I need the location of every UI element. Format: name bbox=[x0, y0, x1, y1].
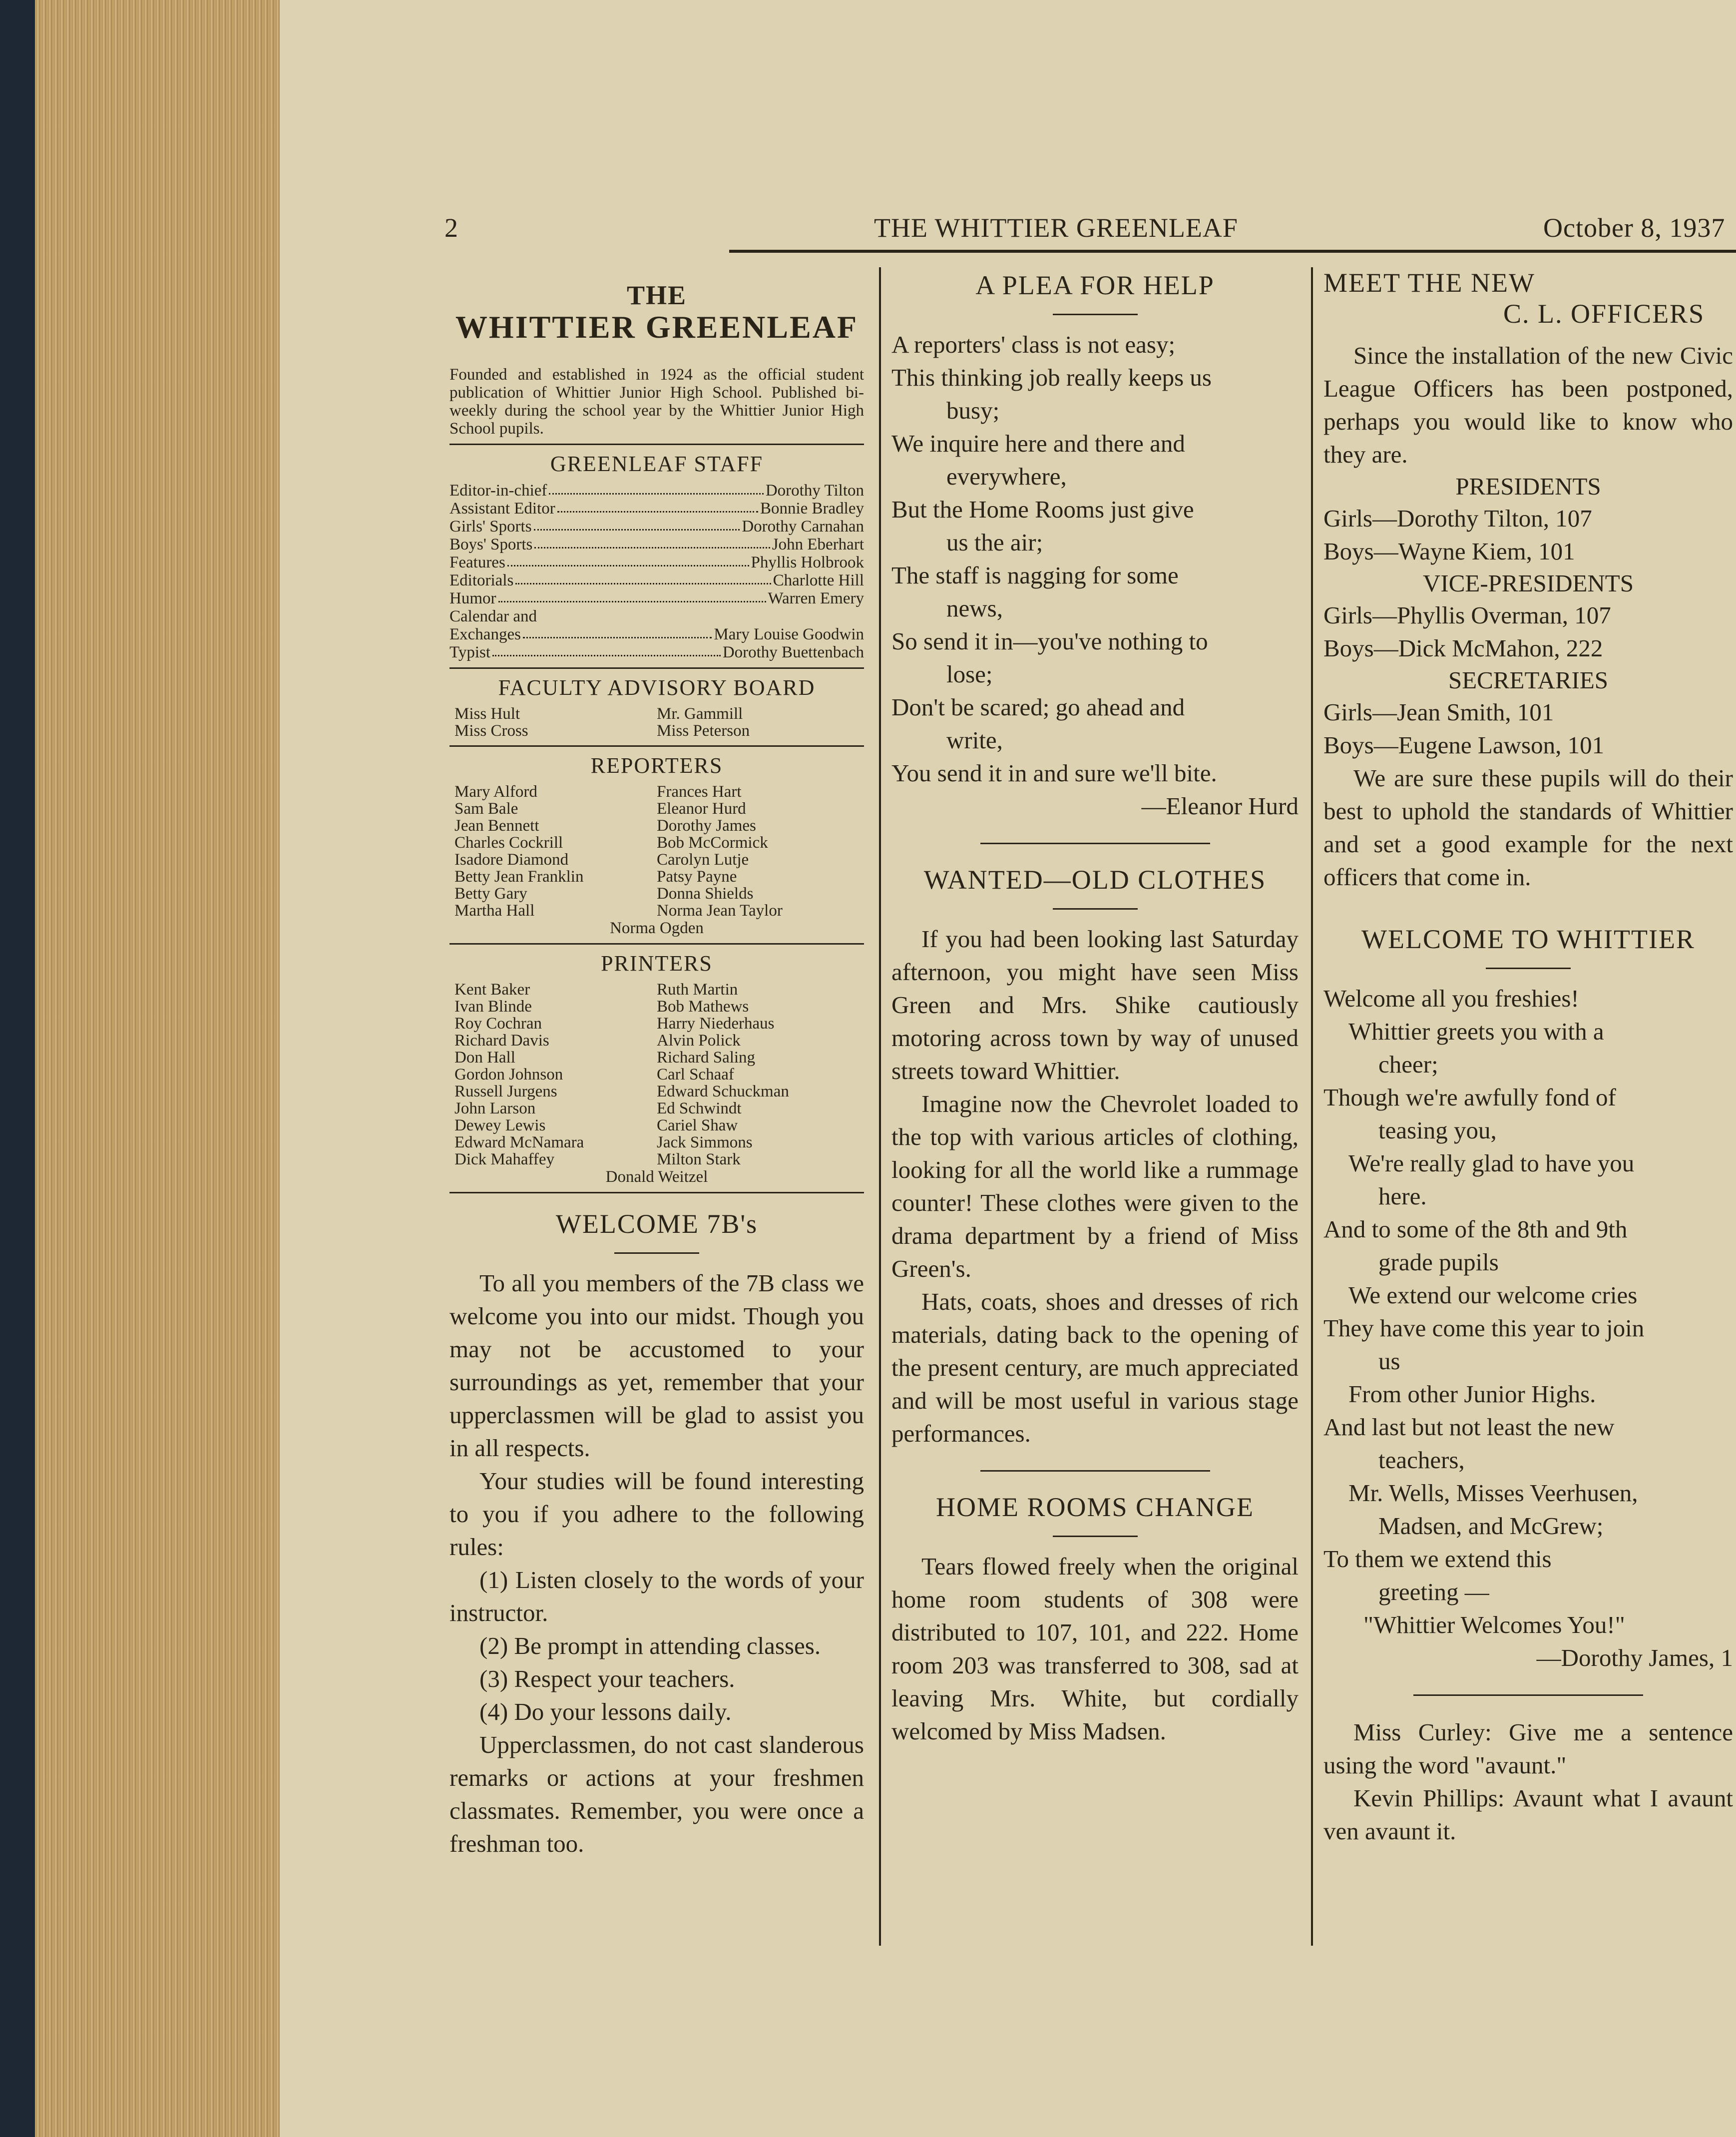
leader-dots bbox=[534, 535, 770, 548]
name-left: Dewey Lewis bbox=[454, 1116, 546, 1134]
welcome-whittier-poem bbox=[1323, 982, 1733, 1674]
name-right: Dorothy James bbox=[657, 817, 756, 835]
name-left: Martha Hall bbox=[454, 902, 535, 920]
staff-role: Calendar and bbox=[449, 607, 537, 625]
poem-line: We extend our welcome cries bbox=[1348, 1281, 1638, 1309]
poem-line: This thinking job really keeps us bbox=[891, 364, 1212, 391]
leader-dots bbox=[549, 482, 763, 495]
staff-row bbox=[449, 518, 864, 535]
leader-dots bbox=[507, 553, 749, 566]
name-right: Richard Saling bbox=[657, 1049, 756, 1067]
poem-line: We inquire here and there and bbox=[891, 430, 1185, 457]
staff-role: Editorials bbox=[449, 571, 514, 589]
homerooms-body bbox=[891, 1550, 1299, 1748]
staff-row bbox=[449, 482, 864, 500]
name-left: Betty Gary bbox=[454, 885, 527, 903]
officer-line: Girls—Dorothy Tilton, 107 bbox=[1323, 505, 1592, 532]
joke-answer: Kevin Phillips: Avaunt what I avaunt ven avaunt it. bbox=[1323, 1784, 1733, 1845]
poem-author: —Dorothy James, 1 bbox=[1536, 1644, 1733, 1671]
name-left: Roy Cochran bbox=[454, 1015, 542, 1033]
divider bbox=[449, 745, 864, 747]
staff-row bbox=[449, 571, 864, 589]
poem-line: Don't be scared; go ahead and bbox=[891, 693, 1185, 721]
name-left: Miss Hult bbox=[454, 705, 520, 723]
vice-presidents-heading: VICE-PRESIDENTS bbox=[1423, 569, 1634, 597]
name-left: Russell Jurgens bbox=[454, 1082, 557, 1100]
presidents-heading: PRESIDENTS bbox=[1455, 473, 1601, 500]
poem-line: Welcome all you freshies! bbox=[1323, 985, 1579, 1012]
staff-role: Features bbox=[449, 553, 505, 571]
staff-role: Exchanges bbox=[449, 625, 521, 643]
name-left: Richard Davis bbox=[454, 1032, 549, 1050]
poem-line: busy; bbox=[946, 397, 1000, 424]
founded-note: Founded and established in 1924 as the official student publication of Whittier Junior High School. Published bi-weekly during the school year by the Whittier Junior High School pupils. bbox=[449, 366, 864, 438]
rule-item: (4) Do your lessons daily. bbox=[479, 1698, 732, 1725]
paragraph: Imagine now the Chevrolet loaded to the top with various articles of clothing, looking for all the world like a rummage counter! These clothes were given to the drama department by a friend of Miss Green's. bbox=[891, 1090, 1299, 1282]
paper-name-header: THE WHITTIER GREENLEAF bbox=[874, 213, 1238, 243]
officers-closing bbox=[1323, 762, 1733, 894]
leader-dots bbox=[515, 571, 771, 584]
staff-name: Dorothy Buettenbach bbox=[722, 643, 864, 661]
printers-last: Donald Weitzel bbox=[605, 1168, 708, 1186]
paragraph: If you had been looking last Saturday afternoon, you might have seen Miss Green and Mrs. Shike cautiously motoring across town by way of unused streets toward Whittier. bbox=[891, 925, 1299, 1084]
divider bbox=[449, 667, 864, 669]
leader-dots bbox=[523, 625, 712, 638]
staff-name: Dorothy Tilton bbox=[765, 482, 864, 500]
short-rule bbox=[1053, 1536, 1138, 1537]
poem-line: From other Junior Highs. bbox=[1348, 1380, 1596, 1408]
issue-date: October 8, 1937 bbox=[1543, 213, 1726, 243]
paragraph: Hats, coats, shoes and dresses of rich materials, dating back to the opening of the present century, are much appreciated and will be most useful in various stage performances. bbox=[891, 1288, 1299, 1447]
name-right: Ed Schwindt bbox=[657, 1099, 742, 1117]
faculty-title: FACULTY ADVISORY BOARD bbox=[498, 675, 816, 700]
column-divider bbox=[1311, 267, 1313, 1946]
welcome7b-title: WELCOME 7B's bbox=[555, 1209, 758, 1239]
poem-line: A reporters' class is not easy; bbox=[891, 331, 1176, 358]
name-right: Edward Schuckman bbox=[657, 1082, 789, 1100]
masthead-name: WHITTIER GREENLEAF bbox=[455, 309, 859, 345]
page-edges bbox=[35, 0, 285, 2137]
officer-line: Boys—Wayne Kiem, 101 bbox=[1323, 537, 1575, 565]
name-right: Norma Jean Taylor bbox=[657, 902, 783, 920]
staff-title: GREENLEAF STAFF bbox=[550, 452, 764, 476]
rule-item: (3) Respect your teachers. bbox=[479, 1665, 735, 1692]
name-right: Eleanor Hurd bbox=[657, 800, 746, 818]
paragraph: Since the installation of the new Civic League Officers has been postponed, perhaps you would like to know who they are. bbox=[1323, 342, 1733, 468]
name-left: Edward McNamara bbox=[454, 1133, 584, 1151]
column-1 bbox=[449, 280, 864, 1860]
poem-line: us bbox=[1378, 1347, 1400, 1375]
section-rule bbox=[980, 1470, 1210, 1472]
staff-name: John Eberhart bbox=[772, 535, 864, 553]
clothes-title: WANTED—OLD CLOTHES bbox=[923, 865, 1267, 895]
name-left: Gordon Johnson bbox=[454, 1066, 563, 1083]
staff-role: Assistant Editor bbox=[449, 500, 555, 518]
column-2 bbox=[891, 270, 1299, 1748]
name-left: Miss Cross bbox=[454, 722, 528, 740]
poem-line: grade pupils bbox=[1378, 1248, 1499, 1276]
name-right: Donna Shields bbox=[657, 885, 754, 903]
name-right: Alvin Polick bbox=[657, 1032, 741, 1050]
poem-line: news, bbox=[946, 594, 1003, 622]
poem-line: greeting — bbox=[1378, 1578, 1489, 1605]
name-right: Harry Niederhaus bbox=[657, 1015, 775, 1033]
name-left: Betty Jean Franklin bbox=[454, 868, 584, 886]
staff-row bbox=[449, 553, 864, 571]
masthead-the: THE bbox=[626, 280, 687, 310]
name-left: Dick Mahaffey bbox=[454, 1150, 555, 1168]
rule-item: (1) Listen closely to the words of your instructor. bbox=[449, 1566, 864, 1626]
poem-line: teachers, bbox=[1378, 1446, 1465, 1474]
paragraph: To all you members of the 7B class we welcome you into our midst. Though you may not be accustomed to your surroundings as yet, remember that your upperclassmen will be glad to assist you in all respects. bbox=[449, 1269, 864, 1462]
paragraph: Tears flowed freely when the original home room students of 308 were distributed to 107, 101, and 222. Home room 203 was transferred to 308, sad at leaving Mrs. White, but cordially welcomed by Miss Madsen. bbox=[891, 1553, 1299, 1745]
officers-title-line1: MEET THE NEW bbox=[1323, 268, 1535, 298]
staff-name: Phyllis Holbrook bbox=[751, 553, 864, 571]
short-rule bbox=[614, 1252, 699, 1254]
staff-name: Warren Emery bbox=[768, 589, 864, 607]
homerooms-title: HOME ROOMS CHANGE bbox=[935, 1492, 1255, 1522]
name-left: Charles Cockrill bbox=[454, 834, 563, 852]
column-divider bbox=[879, 267, 881, 1946]
name-left: Kent Baker bbox=[454, 981, 530, 999]
poem-line: everywhere, bbox=[946, 463, 1067, 490]
name-right: Bob Mathews bbox=[657, 998, 749, 1016]
leader-dots bbox=[534, 518, 740, 531]
newspaper-page bbox=[280, 0, 1736, 2137]
name-left: Jean Bennett bbox=[454, 817, 539, 835]
poem-line: "Whittier Welcomes You!" bbox=[1363, 1611, 1625, 1638]
welcome7b-body bbox=[449, 1267, 864, 1860]
reporters-list bbox=[449, 783, 864, 919]
paragraph: Your studies will be found interesting to you if you adhere to the following rules: bbox=[449, 1467, 864, 1561]
name-right: Jack Simmons bbox=[657, 1133, 753, 1151]
leader-dots bbox=[492, 643, 721, 656]
staff-row bbox=[449, 500, 864, 518]
short-rule bbox=[1486, 968, 1571, 969]
name-right: Bob McCormick bbox=[657, 834, 768, 852]
section-rule bbox=[980, 843, 1210, 844]
poem-line: You send it in and sure we'll bite. bbox=[891, 759, 1217, 787]
staff-row bbox=[449, 589, 864, 607]
poem-line: write, bbox=[946, 726, 1003, 754]
staff-role: Humor bbox=[449, 589, 496, 607]
name-left: Ivan Blinde bbox=[454, 998, 532, 1016]
officer-line: Boys—Eugene Lawson, 101 bbox=[1323, 731, 1605, 759]
name-left: John Larson bbox=[454, 1099, 536, 1117]
divider bbox=[449, 943, 864, 945]
plea-poem bbox=[891, 328, 1299, 823]
poem-line: lose; bbox=[946, 660, 993, 688]
officers-body bbox=[1323, 339, 1733, 471]
staff-name: Dorothy Carnahan bbox=[742, 518, 864, 535]
staff-name: Mary Louise Goodwin bbox=[714, 625, 864, 643]
poem-line: They have come this year to join bbox=[1323, 1314, 1645, 1342]
officer-line: Boys—Dick McMahon, 222 bbox=[1323, 634, 1603, 662]
leader-dots bbox=[498, 589, 766, 602]
joke-question: Miss Curley: Give me a sentence using the word "avaunt." bbox=[1323, 1718, 1733, 1779]
name-right: Cariel Shaw bbox=[657, 1116, 738, 1134]
short-rule bbox=[1053, 908, 1138, 910]
paragraph: Upperclassmen, do not cast slanderous remarks or actions at your freshmen classmates. Remember, you were once a freshman too. bbox=[449, 1731, 864, 1857]
staff-name: Charlotte Hill bbox=[773, 571, 864, 589]
poem-line: here. bbox=[1378, 1182, 1427, 1210]
divider bbox=[449, 1192, 864, 1193]
staff-role: Editor-in-chief bbox=[449, 482, 547, 500]
printers-title: PRINTERS bbox=[601, 951, 713, 976]
poem-line: Mr. Wells, Misses Veerhusen, bbox=[1348, 1479, 1638, 1507]
plea-title: A PLEA FOR HELP bbox=[975, 270, 1215, 300]
staff-role: Typist bbox=[449, 643, 491, 661]
name-right: Patsy Payne bbox=[657, 868, 737, 886]
poem-line: To them we extend this bbox=[1323, 1545, 1552, 1573]
paragraph: We are sure these pupils will do their best to uphold the standards of Whittier and set a good example for the next officers that come in. bbox=[1323, 764, 1733, 891]
header-rule bbox=[729, 250, 1736, 253]
staff-row bbox=[449, 625, 864, 643]
poem-line: And to some of the 8th and 9th bbox=[1323, 1215, 1628, 1243]
poem-line: The staff is nagging for some bbox=[891, 561, 1179, 589]
poem-line: Though we're awfully fond of bbox=[1323, 1083, 1616, 1111]
faculty-list bbox=[449, 705, 864, 739]
divider bbox=[449, 444, 864, 445]
officer-line: Girls—Jean Smith, 101 bbox=[1323, 698, 1554, 726]
poem-line: So send it in—you've nothing to bbox=[891, 627, 1208, 655]
poem-line: We're really glad to have you bbox=[1348, 1149, 1635, 1177]
poem-line: Madsen, and McGrew; bbox=[1378, 1512, 1604, 1540]
welcome-whittier-title: WELCOME TO WHITTIER bbox=[1361, 924, 1695, 954]
poem-line: Whittier greets you with a bbox=[1348, 1018, 1604, 1045]
name-left: Sam Bale bbox=[454, 800, 518, 818]
rule-item: (2) Be prompt in attending classes. bbox=[479, 1632, 821, 1659]
name-right: Miss Peterson bbox=[657, 722, 750, 740]
book-binding bbox=[0, 0, 35, 2137]
secretaries-heading: SECRETARIES bbox=[1448, 666, 1609, 694]
short-rule bbox=[1053, 314, 1138, 315]
poem-line: teasing you, bbox=[1378, 1116, 1497, 1144]
staff-row bbox=[449, 607, 864, 625]
name-right: Carolyn Lutje bbox=[657, 851, 749, 869]
staff-role: Boys' Sports bbox=[449, 535, 533, 553]
name-right: Frances Hart bbox=[657, 783, 742, 801]
name-right: Ruth Martin bbox=[657, 981, 738, 999]
name-right: Carl Schaaf bbox=[657, 1066, 734, 1083]
poem-line: cheer; bbox=[1378, 1051, 1438, 1078]
poem-line: But the Home Rooms just give bbox=[891, 496, 1194, 523]
staff-name: Bonnie Bradley bbox=[760, 500, 864, 518]
staff-role: Girls' Sports bbox=[449, 518, 532, 535]
clothes-body bbox=[891, 923, 1299, 1450]
name-left: Don Hall bbox=[454, 1049, 515, 1067]
column-3 bbox=[1323, 267, 1733, 1848]
name-right: Mr. Gammill bbox=[657, 705, 743, 723]
joke bbox=[1323, 1716, 1733, 1848]
section-rule bbox=[1413, 1694, 1643, 1696]
name-right: Milton Stark bbox=[657, 1150, 741, 1168]
leader-dots bbox=[557, 500, 758, 513]
poem-author: —Eleanor Hurd bbox=[1141, 792, 1299, 820]
officers-title-line2: C. L. OFFICERS bbox=[1503, 299, 1705, 329]
name-left: Mary Alford bbox=[454, 783, 537, 801]
officer-line: Girls—Phyllis Overman, 107 bbox=[1323, 601, 1611, 629]
poem-line: And last but not least the new bbox=[1323, 1413, 1615, 1441]
staff-list bbox=[449, 482, 864, 661]
reporters-title: REPORTERS bbox=[590, 753, 723, 778]
name-left: Isadore Diamond bbox=[454, 851, 569, 869]
poem-line: us the air; bbox=[946, 529, 1043, 556]
printers-list bbox=[449, 981, 864, 1168]
staff-row bbox=[449, 535, 864, 553]
reporters-last: Norma Ogden bbox=[610, 919, 704, 937]
page-number: 2 bbox=[444, 213, 458, 243]
staff-row bbox=[449, 643, 864, 661]
